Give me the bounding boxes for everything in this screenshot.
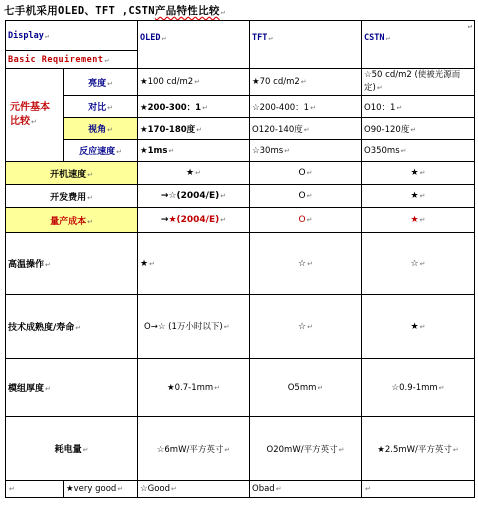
row-label: 量产成本 — [50, 216, 87, 227]
paragraph-mark: ↵ — [220, 8, 226, 16]
paragraph-mark: ↵ — [168, 146, 175, 155]
cell-value: ★70 cd/m2 — [252, 77, 300, 87]
masscost-label-cell — [6, 208, 138, 233]
paragraph-mark: ↵ — [400, 146, 407, 155]
legend-text: Obad — [252, 484, 275, 494]
paragraph-mark: ↵ — [44, 31, 50, 40]
paragraph-mark: ↵ — [376, 84, 383, 92]
hightemp-label-cell — [6, 233, 138, 295]
cell-value: ★1ms — [140, 145, 168, 156]
hightemp-oled — [138, 233, 250, 295]
paragraph-mark: ↵ — [410, 125, 417, 134]
row-label: 亮度 — [88, 78, 107, 89]
cell-value: ★ — [186, 168, 195, 178]
row-label: 耗电量 — [54, 445, 82, 455]
cell-value: ☆30ms — [252, 145, 284, 156]
legend-bad — [250, 481, 362, 498]
row-label: 视角 — [88, 125, 107, 135]
brightness-oled — [138, 69, 250, 96]
display-label: Display — [8, 30, 44, 41]
cell-value: O350ms — [364, 145, 400, 156]
paragraph-mark: ↵ — [31, 118, 37, 126]
paragraph-mark: ↵ — [306, 216, 313, 224]
paragraph-mark: ↵ — [75, 324, 82, 332]
angle-oled — [138, 118, 250, 140]
response-oled — [138, 140, 250, 162]
cell-value: O→☆ (1万小时以下) — [144, 321, 223, 332]
paragraph-mark: ↵ — [202, 103, 208, 112]
thickness-tft — [250, 359, 362, 417]
cell-value: O20mW/平方英寸 — [266, 444, 338, 455]
devcost-oled — [138, 185, 250, 208]
row-label: 开机速度 — [50, 169, 87, 180]
cell-value: ★100 cd/m2 — [140, 77, 194, 87]
thickness-cstn — [362, 359, 475, 417]
cell-value: O90-120度 — [364, 124, 410, 135]
paragraph-mark: ↵ — [307, 259, 313, 268]
paragraph-mark: ↵ — [195, 169, 201, 177]
paragraph-mark: ↵ — [214, 383, 221, 392]
maturity-label-cell — [6, 295, 138, 359]
startup-cstn — [362, 162, 475, 185]
maturity-tft — [250, 295, 362, 359]
power-oled — [138, 417, 250, 481]
paragraph-mark: ↵ — [338, 445, 345, 454]
brightness-label-cell — [64, 69, 138, 96]
paragraph-mark: ↵ — [45, 385, 51, 393]
paragraph-mark: ↵ — [87, 193, 93, 202]
row-label: 对比 — [88, 103, 107, 113]
legend-end-cell — [362, 481, 475, 498]
paragraph-mark: ↵ — [303, 125, 310, 134]
row-end-mark: ↵ — [467, 22, 473, 30]
cell-value: ★ — [410, 321, 419, 332]
cell-value: ☆50 cd/m2 (使被光源而定) — [364, 70, 461, 93]
contrast-cstn — [362, 96, 475, 118]
devcost-tft — [250, 185, 362, 208]
cell-value-prefix: → — [160, 215, 169, 225]
cell-value: O5mm — [287, 382, 317, 393]
paragraph-mark: ↵ — [268, 34, 273, 42]
cell-value: ☆ — [298, 321, 307, 332]
paragraph-mark: ↵ — [223, 322, 230, 331]
response-tft — [250, 140, 362, 162]
maturity-cstn — [362, 295, 475, 359]
group-label-cell — [6, 69, 64, 162]
paragraph-mark: ↵ — [171, 485, 177, 493]
contrast-oled — [138, 96, 250, 118]
paragraph-mark: ↵ — [196, 125, 203, 134]
paragraph-mark: ↵ — [385, 34, 390, 42]
devcost-label-cell — [6, 185, 138, 208]
cell-value: ☆200-400：1 — [252, 102, 310, 113]
paragraph-mark: ↵ — [306, 192, 313, 200]
cell-value: ★ — [410, 191, 419, 201]
group-label: 元件基本比较 — [10, 102, 50, 127]
power-cstn — [362, 417, 475, 481]
paragraph-mark: ↵ — [275, 485, 282, 493]
cell-value: O10：1 — [364, 102, 396, 113]
basic-requirement-cell — [6, 51, 138, 69]
devcost-cstn — [362, 185, 475, 208]
tft-header-cell — [250, 21, 362, 69]
cell-value: ★170-180度 — [140, 124, 196, 135]
hightemp-tft — [250, 233, 362, 295]
cell-value: O — [298, 215, 306, 225]
startup-label-cell — [6, 162, 138, 185]
cell-value: ★ — [410, 215, 419, 225]
legend-text: ☆Good — [140, 484, 171, 494]
cell-value: ★0.7-1mm — [166, 382, 214, 393]
cell-value: O — [298, 168, 306, 178]
cstn-header-cell — [362, 21, 475, 69]
cell-value: ★ — [140, 258, 149, 269]
brightness-cstn — [362, 69, 475, 96]
cell-value: O — [298, 191, 306, 201]
oled-header-cell — [138, 21, 250, 69]
paragraph-mark: ↵ — [220, 192, 227, 200]
paragraph-mark: ↵ — [224, 445, 231, 454]
cell-value: ☆6mW/平方英寸 — [156, 444, 224, 455]
legend-empty-cell — [6, 481, 64, 498]
paragraph-mark: ↵ — [107, 104, 113, 112]
paragraph-mark: ↵ — [117, 485, 124, 493]
cell-value: ★200-300：1 — [140, 102, 202, 113]
thickness-label-cell — [6, 359, 138, 417]
cell-value-red: ★(2004/E) — [168, 215, 220, 225]
oled-header: OLED — [140, 33, 161, 43]
paragraph-mark: ↵ — [419, 192, 426, 200]
cell-value: ★2.5mW/平方英寸 — [377, 444, 452, 455]
legend-very-good — [64, 481, 138, 498]
angle-label-cell — [64, 118, 138, 140]
paragraph-mark: ↵ — [419, 216, 426, 224]
response-cstn — [362, 140, 475, 162]
paragraph-mark: ↵ — [306, 169, 313, 177]
tft-header: TFT — [252, 33, 268, 43]
cell-value: O120-140度 — [252, 124, 303, 135]
paragraph-mark: ↵ — [310, 103, 316, 112]
masscost-oled — [138, 208, 250, 233]
cell-value: ☆ — [410, 258, 419, 269]
startup-oled — [138, 162, 250, 185]
paragraph-mark: ↵ — [194, 78, 201, 86]
document-title — [4, 3, 225, 18]
paragraph-mark: ↵ — [300, 78, 307, 86]
row-label: 开发费用 — [50, 192, 87, 203]
paragraph-mark: ↵ — [149, 259, 155, 268]
paragraph-mark: ↵ — [104, 55, 110, 64]
angle-cstn — [362, 118, 475, 140]
cell-value: ★ — [410, 168, 419, 178]
display-header-cell — [6, 21, 138, 51]
paragraph-mark: ↵ — [87, 217, 93, 226]
maturity-oled — [138, 295, 250, 359]
masscost-cstn — [362, 208, 475, 233]
paragraph-mark: ↵ — [82, 446, 89, 454]
paragraph-mark: ↵ — [161, 34, 166, 42]
brightness-tft — [250, 69, 362, 96]
paragraph-mark: ↵ — [438, 383, 445, 392]
row-label: 反应速度 — [79, 147, 116, 157]
paragraph-mark: ↵ — [107, 126, 113, 134]
cell-value: ☆0.9-1mm — [391, 382, 438, 393]
power-tft — [250, 417, 362, 481]
contrast-tft — [250, 96, 362, 118]
thickness-oled — [138, 359, 250, 417]
contrast-label-cell — [64, 96, 138, 118]
paragraph-mark: ↵ — [307, 322, 313, 331]
legend-text: ★very good — [66, 484, 117, 494]
paragraph-mark: ↵ — [419, 322, 426, 331]
row-label: 技术成熟度/寿命 — [8, 323, 75, 333]
title-underlined-text: 产品特性比较 — [154, 5, 220, 17]
cell-value: ☆ — [298, 258, 307, 269]
title-text: 七手机采用OLED、TFT ,CSTN — [4, 5, 155, 17]
paragraph-mark: ↵ — [419, 169, 426, 177]
paragraph-mark: ↵ — [317, 383, 324, 392]
paragraph-mark: ↵ — [365, 485, 371, 493]
paragraph-mark: ↵ — [116, 148, 122, 156]
paragraph-mark: ↵ — [396, 103, 403, 112]
cstn-header: CSTN — [364, 33, 385, 43]
comparison-table — [5, 20, 475, 498]
row-label: 模组厚度 — [8, 384, 45, 394]
startup-tft — [250, 162, 362, 185]
paragraph-mark: ↵ — [9, 485, 15, 493]
power-label-cell — [6, 417, 138, 481]
response-label-cell — [64, 140, 138, 162]
paragraph-mark: ↵ — [419, 259, 426, 268]
hightemp-cstn — [362, 233, 475, 295]
masscost-tft — [250, 208, 362, 233]
paragraph-mark: ↵ — [45, 261, 51, 269]
angle-tft — [250, 118, 362, 140]
paragraph-mark: ↵ — [107, 79, 113, 88]
paragraph-mark: ↵ — [284, 146, 291, 155]
legend-good — [138, 481, 250, 498]
row-label: 高温操作 — [8, 260, 45, 270]
cell-value: →☆(2004/E) — [160, 191, 220, 201]
paragraph-mark: ↵ — [87, 170, 93, 179]
paragraph-mark: ↵ — [452, 445, 459, 454]
paragraph-mark: ↵ — [220, 216, 227, 224]
basic-requirement-label: Basic Requirement — [8, 54, 104, 65]
